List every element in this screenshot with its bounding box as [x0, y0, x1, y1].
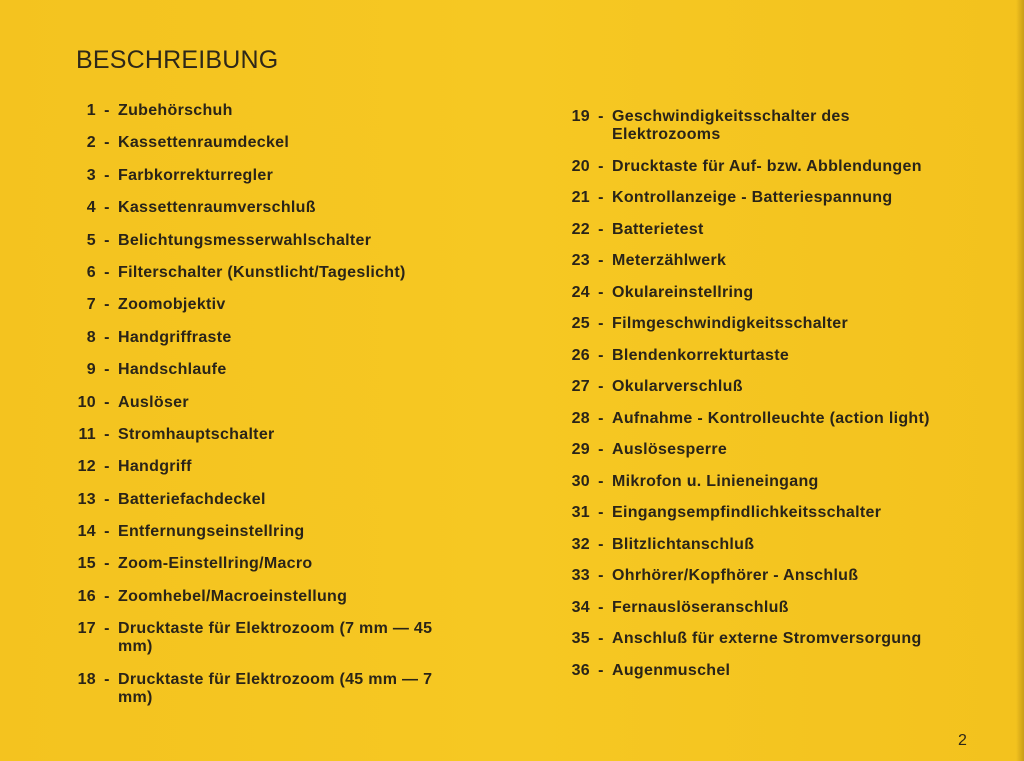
item-number: 25 — [571, 315, 590, 332]
item-label: Batterietest — [612, 220, 704, 238]
item-number: 33 — [571, 567, 590, 584]
item-dash: - — [598, 535, 604, 553]
item-number: 13 — [77, 490, 96, 508]
list-item — [560, 441, 1010, 459]
list-item — [66, 555, 486, 573]
item-label: Zubehörschuh — [118, 102, 233, 119]
item-dash: - — [598, 378, 604, 395]
list-item — [560, 567, 1010, 585]
list-item — [66, 134, 486, 152]
item-dash: - — [104, 328, 110, 346]
item-dash: - — [104, 523, 110, 541]
item-label: Eingangsempfindlichkeitsschalter — [612, 504, 882, 521]
item-number: 18 — [77, 670, 96, 688]
item-label: Batteriefachdeckel — [118, 490, 266, 508]
list-item — [66, 232, 486, 250]
item-number: 36 — [571, 661, 590, 679]
page-number: 2 — [958, 732, 967, 749]
item-number: 5 — [86, 231, 96, 249]
item-number: 26 — [571, 346, 590, 364]
parts-list-right — [560, 108, 1010, 693]
item-number: 12 — [77, 458, 96, 476]
item-dash: - — [598, 252, 604, 269]
item-number: 9 — [86, 361, 96, 379]
item-dash: - — [104, 231, 110, 249]
list-item — [66, 394, 486, 412]
list-item — [66, 199, 486, 217]
item-label: Meterzählwerk — [612, 252, 727, 269]
list-item — [66, 426, 486, 444]
item-number: 23 — [571, 252, 590, 269]
list-item — [66, 329, 486, 347]
item-label: Auslöser — [118, 393, 189, 411]
item-number: 10 — [77, 393, 96, 411]
item-label: Handgriff — [118, 458, 192, 476]
item-dash: - — [598, 409, 604, 427]
item-number: 31 — [571, 504, 590, 521]
item-label: Entfernungseinstellring — [118, 523, 305, 541]
list-item — [66, 491, 486, 509]
item-label: Handgriffraste — [118, 328, 232, 346]
list-item — [560, 630, 1010, 648]
list-item — [560, 221, 1010, 239]
item-number: 29 — [571, 441, 590, 458]
item-dash: - — [598, 441, 604, 458]
item-dash: - — [104, 166, 110, 184]
item-number: 34 — [571, 598, 590, 616]
parts-list-left — [66, 102, 486, 721]
list-item — [560, 108, 1010, 144]
item-dash: - — [104, 458, 110, 476]
item-dash: - — [104, 134, 110, 152]
list-item — [66, 264, 486, 282]
item-dash: - — [598, 108, 604, 125]
item-dash: - — [598, 661, 604, 679]
item-dash: - — [598, 283, 604, 301]
item-dash: - — [598, 220, 604, 238]
item-label: Kontrollanzeige - Batteriespannung — [612, 189, 893, 206]
item-number: 20 — [571, 157, 590, 175]
item-dash: - — [104, 425, 110, 443]
item-number: 32 — [571, 535, 590, 553]
item-dash: - — [104, 361, 110, 379]
item-number: 3 — [86, 166, 96, 184]
list-item — [560, 473, 1010, 491]
item-dash: - — [598, 346, 604, 364]
item-label: Handschlaufe — [118, 361, 227, 379]
item-dash: - — [104, 670, 110, 688]
item-dash: - — [104, 199, 110, 217]
item-number: 27 — [571, 378, 590, 395]
list-item — [66, 296, 486, 314]
list-item — [560, 662, 1010, 680]
item-number: 4 — [86, 199, 96, 217]
item-dash: - — [104, 620, 110, 638]
item-label: Blitzlichtanschluß — [612, 535, 755, 553]
item-number: 24 — [571, 283, 590, 301]
item-dash: - — [598, 157, 604, 175]
item-label: Kassettenraumverschluß — [118, 199, 316, 217]
item-number: 15 — [77, 555, 96, 573]
list-item — [66, 620, 486, 656]
item-dash: - — [104, 587, 110, 605]
item-label: Kassettenraumdeckel — [118, 134, 290, 152]
item-label: Augenmuschel — [612, 661, 731, 679]
list-item — [66, 102, 486, 120]
item-label: Ohrhörer/Kopfhörer - Anschluß — [612, 567, 859, 584]
item-number: 17 — [77, 620, 96, 638]
item-dash: - — [104, 296, 110, 314]
item-dash: - — [598, 189, 604, 206]
item-dash: - — [598, 315, 604, 332]
list-item — [560, 284, 1010, 302]
item-number: 30 — [571, 472, 590, 490]
list-item — [560, 410, 1010, 428]
page-title: BESCHREIBUNG — [76, 46, 279, 74]
item-label: Filterschalter (Kunstlicht/Tageslicht) — [118, 263, 406, 281]
item-dash: - — [104, 490, 110, 508]
item-label: Filmgeschwindigkeitsschalter — [612, 315, 849, 332]
item-number: 16 — [77, 587, 96, 605]
item-dash: - — [598, 504, 604, 521]
list-item — [560, 536, 1010, 554]
list-item — [66, 588, 486, 606]
page-edge-shadow — [1016, 0, 1024, 761]
list-item — [66, 167, 486, 185]
item-number: 7 — [86, 296, 96, 314]
item-label: Zoomhebel/Macroeinstellung — [118, 587, 348, 605]
item-label: Mikrofon u. Linieneingang — [612, 472, 819, 490]
item-dash: - — [598, 598, 604, 616]
item-number: 1 — [86, 102, 96, 119]
item-label: Blendenkorrekturtaste — [612, 346, 790, 364]
item-label: Geschwindigkeitsschalter des Elektrozooms — [612, 108, 850, 143]
item-label: Anschluß für externe Stromversorgung — [612, 630, 922, 647]
item-number: 21 — [571, 189, 590, 206]
item-number: 2 — [86, 134, 96, 152]
list-item — [560, 347, 1010, 365]
item-label: Drucktaste für Auf- bzw. Abblendungen — [612, 157, 922, 175]
item-dash: - — [598, 472, 604, 490]
item-label: Stromhauptschalter — [118, 425, 275, 443]
item-label: Zoomobjektiv — [118, 296, 226, 314]
item-label: Okularverschluß — [612, 378, 743, 395]
item-number: 19 — [571, 108, 590, 125]
item-number: 22 — [571, 220, 590, 238]
item-dash: - — [104, 263, 110, 281]
item-number: 8 — [86, 328, 96, 346]
item-number: 14 — [77, 523, 96, 541]
item-number: 35 — [571, 630, 590, 647]
item-label: Drucktaste für Elektrozoom (45 mm — 7 mm) — [118, 670, 433, 706]
list-item — [560, 158, 1010, 176]
item-dash: - — [598, 567, 604, 584]
item-label: Farbkorrekturregler — [118, 166, 274, 184]
list-item — [560, 315, 1010, 333]
list-item — [66, 523, 486, 541]
list-item — [66, 361, 486, 379]
item-label: Okulareinstellring — [612, 283, 754, 301]
item-dash: - — [104, 555, 110, 573]
item-label: Fernauslöseranschluß — [612, 598, 789, 616]
item-label: Zoom-Einstellring/Macro — [118, 555, 313, 573]
item-dash: - — [598, 630, 604, 647]
item-label: Auslösesperre — [612, 441, 728, 458]
item-dash: - — [104, 102, 110, 119]
list-item — [560, 599, 1010, 617]
list-item — [560, 189, 1010, 207]
item-label: Belichtungsmesserwahlschalter — [118, 231, 372, 249]
item-label: Aufnahme - Kontrolleuchte (action light) — [612, 409, 930, 427]
item-number: 6 — [86, 263, 96, 281]
item-number: 28 — [571, 409, 590, 427]
list-item — [66, 458, 486, 476]
item-dash: - — [104, 393, 110, 411]
list-item — [560, 504, 1010, 522]
item-label: Drucktaste für Elektrozoom (7 mm — 45 mm) — [118, 620, 433, 656]
list-item — [560, 252, 1010, 270]
item-number: 11 — [78, 425, 96, 443]
list-item — [560, 378, 1010, 396]
list-item — [66, 671, 486, 707]
